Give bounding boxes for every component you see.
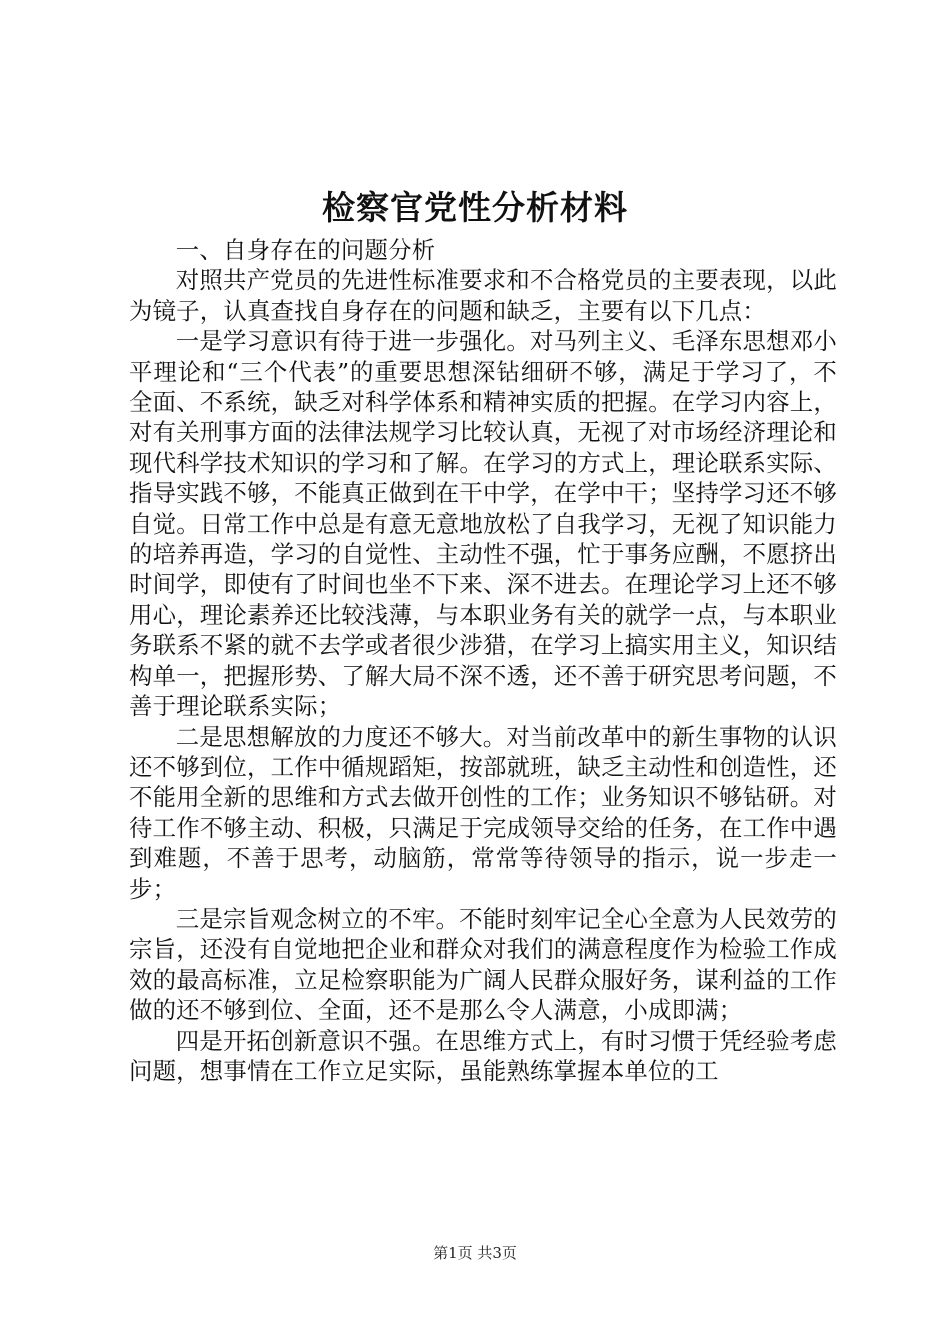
document-title: 检察官党性分析材料 [322, 188, 628, 227]
body-paragraph: 一是学习意识有待于进一步强化。对马列主义、毛泽东思想邓小平理论和“三个代表”的重要思想深钻细研不够，满足于学习了，不全面、不系统，缺乏对科学体系和精神实质的把握。在学习内容上，对有关刑事方面的法律法规学习比较认真，无视了对市场经济理论和现代科学技术知识的学习和了解。在学习的方式上，理论联系实际、指导实践不够，不能真正做到在干中学，在学中干；坚持学习还不够自觉。日常工作中总是有意无意地放松了自我学习，无视了知识能力的培养再造，学习的自觉性、主动性不强，忙于事务应酬，不愿挤出时间学，即使有了时间也坐不下来、深不进去。在理论学习上还不够用心，理论素养还比较浅薄，与本职业务有关的就学一点，与本职业务联系不紧的就不去学或者很少涉猎，在学习上搞实用主义，知识结构单一，把握形势、了解大局不深不透，还不善于研究思考问题，不善于理论联系实际； [129, 327, 837, 721]
section-heading: 一、自身存在的问题分析 [175, 236, 436, 264]
document-body [129, 235, 837, 1086]
page-footer: 第1页 共3页 [433, 1244, 517, 1262]
body-paragraph: 三是宗旨观念树立的不牢。不能时刻牢记全心全意为人民效劳的宗旨，还没有自觉地把企业和群众对我们的满意程度作为检验工作成效的最高标准，立足检察职能为广阔人民群众服好务，谋利益的工作做的还不够到位、全面，还不是那么令人满意，小成即满； [129, 904, 837, 1025]
body-paragraph: 对照共产党员的先进性标准要求和不合格党员的主要表现，以此为镜子，认真查找自身存在的问题和缺乏，主要有以下几点： [129, 266, 837, 325]
body-paragraph: 二是思想解放的力度还不够大。对当前改革中的新生事物的认识还不够到位，工作中循规蹈矩，按部就班，缺乏主动性和创造性，还不能用全新的思维和方式去做开创性的工作；业务知识不够钻研。对待工作不够主动、积极，只满足于完成领导交给的任务，在工作中遇到难题，不善于思考，动脑筋，常常等待领导的指示，说一步走一步； [129, 722, 837, 903]
body-paragraph: 四是开拓创新意识不强。在思维方式上，有时习惯于凭经验考虑问题，想事情在工作立足实际，虽能熟练掌握本单位的工 [129, 1026, 837, 1085]
